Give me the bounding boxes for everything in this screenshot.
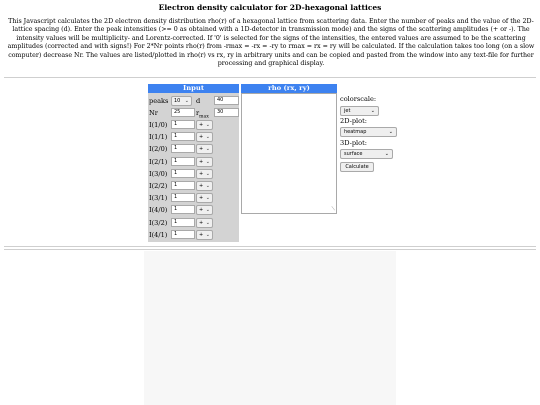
intensity-label: I(3/2) <box>149 218 168 227</box>
intensity-row <box>148 205 239 215</box>
sign-select[interactable] <box>196 157 213 167</box>
chevron-down-icon: ⌄ <box>384 151 389 157</box>
chevron-down-icon: ⌄ <box>205 134 210 141</box>
sign-select[interactable] <box>196 193 213 203</box>
chevron-down-icon: ⌄ <box>205 195 210 202</box>
chevron-down-icon: ⌄ <box>205 231 210 238</box>
plot3d-select-value: surface <box>344 151 363 157</box>
intensity-row <box>148 132 239 142</box>
sign-select-value: + <box>199 183 204 189</box>
chevron-down-icon: ⌄ <box>205 207 210 214</box>
nr-input[interactable]: 25 <box>171 108 195 117</box>
intensity-input[interactable]: 1 <box>171 230 195 239</box>
intensity-row <box>148 218 239 228</box>
intensity-row <box>148 120 239 130</box>
input-panel <box>148 84 239 242</box>
plot3d-select[interactable] <box>340 149 393 159</box>
sign-select[interactable] <box>196 120 213 130</box>
intensity-label: I(3/0) <box>149 169 168 178</box>
peaks-row <box>148 96 239 106</box>
intensity-label: I(2/2) <box>149 182 168 190</box>
rmax-label: $r_{max}$ <box>196 109 209 120</box>
chevron-down-icon: ⌄ <box>205 122 210 128</box>
intensity-input[interactable]: 1 <box>171 205 195 214</box>
sign-select-value: + <box>199 219 204 226</box>
chevron-down-icon: ⌄ <box>184 98 189 104</box>
sign-select[interactable] <box>196 218 213 228</box>
colorscale-label: colorscale: <box>340 95 377 103</box>
chevron-down-icon: ⌄ <box>370 108 375 114</box>
divider-bottom-1 <box>4 246 536 247</box>
sign-select[interactable] <box>196 230 213 240</box>
sign-select[interactable] <box>196 205 213 215</box>
page-title: Electron density calculator for 2D-hexagonal lattices <box>158 3 382 12</box>
intensity-row <box>148 157 239 167</box>
peaks-select[interactable] <box>171 96 192 106</box>
plot-area <box>144 251 396 405</box>
sign-select-value: + <box>199 195 204 202</box>
intensity-label: I(4/0) <box>149 206 168 215</box>
intensity-input[interactable]: 1 <box>171 157 195 166</box>
sign-select-value: + <box>199 170 204 177</box>
plot2d-label: 2D-plot: <box>340 117 368 125</box>
rho-panel-header: rho (rx, ry) <box>241 84 337 93</box>
nr-row <box>148 108 239 118</box>
chevron-down-icon: ⌄ <box>205 170 210 177</box>
chevron-down-icon: ⌄ <box>205 219 210 226</box>
intensity-label: I(2/1) <box>149 157 168 166</box>
divider-top <box>4 77 536 78</box>
nr-label: Nr <box>149 109 158 117</box>
peaks-label: peaks <box>149 97 169 105</box>
chevron-down-icon: ⌄ <box>388 129 393 135</box>
intensity-input[interactable]: 1 <box>171 120 195 129</box>
intensity-input[interactable]: 1 <box>171 193 195 202</box>
intensity-input[interactable]: 1 <box>171 132 195 141</box>
chevron-down-icon: ⌄ <box>205 146 210 153</box>
rho-output-textarea[interactable] <box>241 93 337 214</box>
intensity-input[interactable]: 1 <box>171 181 195 190</box>
chevron-down-icon: ⌄ <box>205 158 210 165</box>
intensity-label: I(1/0) <box>149 121 168 129</box>
sign-select-value: + <box>199 122 204 128</box>
intensity-row <box>148 193 239 203</box>
intensity-input[interactable]: 1 <box>171 144 195 153</box>
sign-select-value: + <box>199 134 204 141</box>
page-description: This Javascript calculates the 2D electron density distribution rho(r) of a hexagonal lattice from scattering data. Enter the number of peaks and the value of the 2D-lattice spacing (d). Enter the peak intensities (>= 0 as obtained with a 1D-detector in transmission mode) and the signs of the scattering amplitudes (+ or -). The intensity values will be multiplicity- and Lorentz-corrected. If '0' is selected for the signs of the intensities, the entered values are assumed to be the scattering amplitudes (corrected and with signs!) For 2*Nr points rho(r) from -rmax = -rx = -ry to rmax = rx = ry will be calculated. If the calculation takes too long (on a slow computer) decrease Nr. The values are listed/plotted in rho(r) vs rx, ry in arbitrary units and can be copied and pasted from the window into any text-file for further processing and graphical display. <box>7 18 535 68</box>
plot2d-select-value: heatmap <box>344 129 367 135</box>
sign-select-value: + <box>199 231 204 238</box>
intensity-label: I(2/0) <box>149 145 168 154</box>
sign-select-value: + <box>199 207 204 214</box>
sign-select-value: + <box>199 158 204 165</box>
intensity-row <box>148 181 239 191</box>
sign-select[interactable] <box>196 169 213 179</box>
intensity-input[interactable]: 1 <box>171 218 195 227</box>
rho-panel <box>241 84 337 214</box>
sign-select[interactable] <box>196 144 213 154</box>
d-input[interactable]: 40 <box>214 96 239 105</box>
divider-bottom-2 <box>4 249 536 250</box>
d-label: d <box>196 97 201 105</box>
intensity-label: I(1/1) <box>149 133 168 142</box>
peaks-select-value: 10 <box>174 98 181 104</box>
plot2d-select[interactable] <box>340 127 397 137</box>
chevron-down-icon: ⌄ <box>205 183 210 189</box>
intensity-label: I(4/1) <box>149 230 168 239</box>
plot3d-label: 3D-plot: <box>340 139 368 147</box>
sign-select[interactable] <box>196 132 213 142</box>
rmax-input[interactable]: 30 <box>214 108 239 117</box>
sign-select[interactable] <box>196 181 213 191</box>
calculate-button[interactable]: Calculate <box>340 162 374 172</box>
input-panel-header: Input <box>148 84 239 93</box>
colorscale-select-value: jet <box>344 108 351 114</box>
intensity-label: I(3/1) <box>149 194 168 203</box>
intensity-input[interactable]: 1 <box>171 169 195 178</box>
intensity-row <box>148 169 239 179</box>
intensity-row <box>148 230 239 240</box>
intensity-row <box>148 144 239 154</box>
colorscale-select[interactable] <box>340 106 379 116</box>
sign-select-value: + <box>199 146 204 153</box>
